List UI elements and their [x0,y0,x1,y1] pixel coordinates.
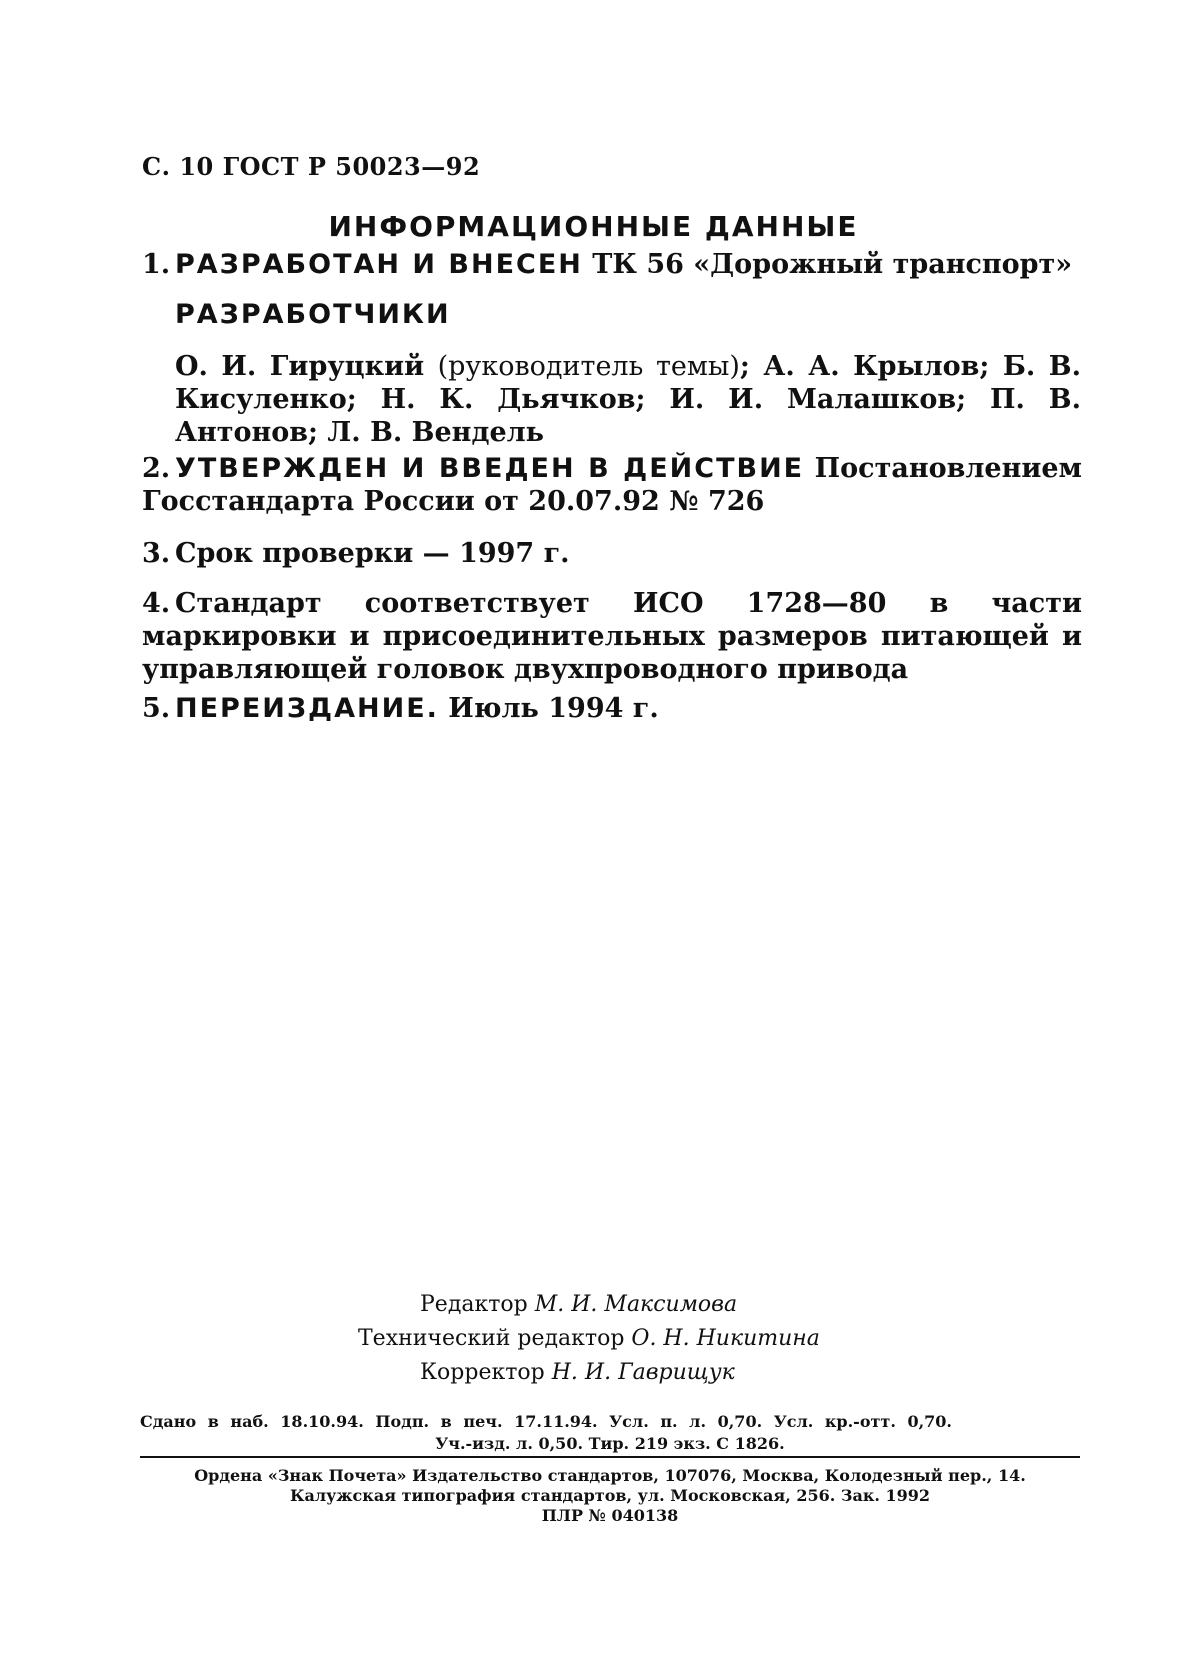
corrector-label: Корректор [420,1360,545,1385]
tech-editor-row [300,1322,900,1356]
item-5 [142,692,1082,725]
imprint-line-4: Калужская типография стандартов, ул. Московская, 256. Зак. 1992 [289,1486,931,1505]
item-text: Постановлением Госстандарта России от 20.07.92 № 726 [142,453,1082,517]
corrector-name: Н. И. Гаврищук [551,1360,735,1385]
developers-rest: ; А. А. Крылов; Б. В. Кисуленко; Н. К. Дьячков; И. И. Малашков; П. В. Антонов; Л. В. Вендель [175,351,1082,448]
item-caps: ПЕРЕИЗДАНИЕ. [175,693,439,724]
item-number: 4. [142,588,171,619]
item-text: Июль 1994 г. [438,693,659,724]
editor-row [300,1288,900,1322]
divider-rule [140,1456,1080,1458]
imprint-line-5: ПЛР № 040138 [541,1506,679,1525]
section-title: ИНФОРМАЦИОННЫЕ ДАННЫЕ [328,210,859,243]
tech-editor-label: Технический редактор [358,1326,625,1351]
item-number: 3. [142,538,171,569]
imprint-line-1: Сдано в наб. 18.10.94. Подп. в печ. 17.11.94. Усл. п. л. 0,70. Усл. кр.-отт. 0,70. [140,1412,952,1431]
item-number: 2. [142,453,171,484]
item-2 [142,452,1082,518]
developers-heading: РАЗРАБОТЧИКИ [175,299,451,330]
corrector-row [300,1356,900,1390]
developers-lead: О. И. Гируцкий [175,351,438,382]
item-text: Стандарт соответствует ИСО 1728—80 в части маркировки и присоединительных размеров питающей и управляющей головок двухпроводного привода [142,588,1082,685]
page-header: С. 10 ГОСТ Р 50023—92 [142,152,481,181]
developers-list [175,350,1081,449]
editor-label: Редактор [420,1292,528,1317]
item-1 [142,248,1082,281]
editor-name: М. И. Максимова [534,1292,738,1317]
item-caps: УТВЕРЖДЕН И ВВЕДЕН В ДЕЙСТВИЕ [175,453,805,484]
developers-role: (руководитель темы) [437,351,740,382]
item-3 [142,537,1082,570]
item-number: 1. [142,249,171,280]
imprint-line-3: Ордена «Знак Почета» Издательство стандартов, 107076, Москва, Колодезный пер., 14. [194,1466,1026,1485]
tech-editor-name: О. Н. Никитина [631,1326,820,1351]
credits-block [300,1288,900,1390]
item-caps: РАЗРАБОТАН И ВНЕСЕН [175,249,583,280]
item-text: ТК 56 «Дорожный транспорт» [582,249,1073,280]
imprint-line-2: Уч.-изд. л. 0,50. Тир. 219 экз. С 1826. [435,1434,785,1453]
item-number: 5. [142,693,171,724]
item-text: Срок проверки — 1997 г. [175,538,570,569]
item-4 [142,587,1082,686]
